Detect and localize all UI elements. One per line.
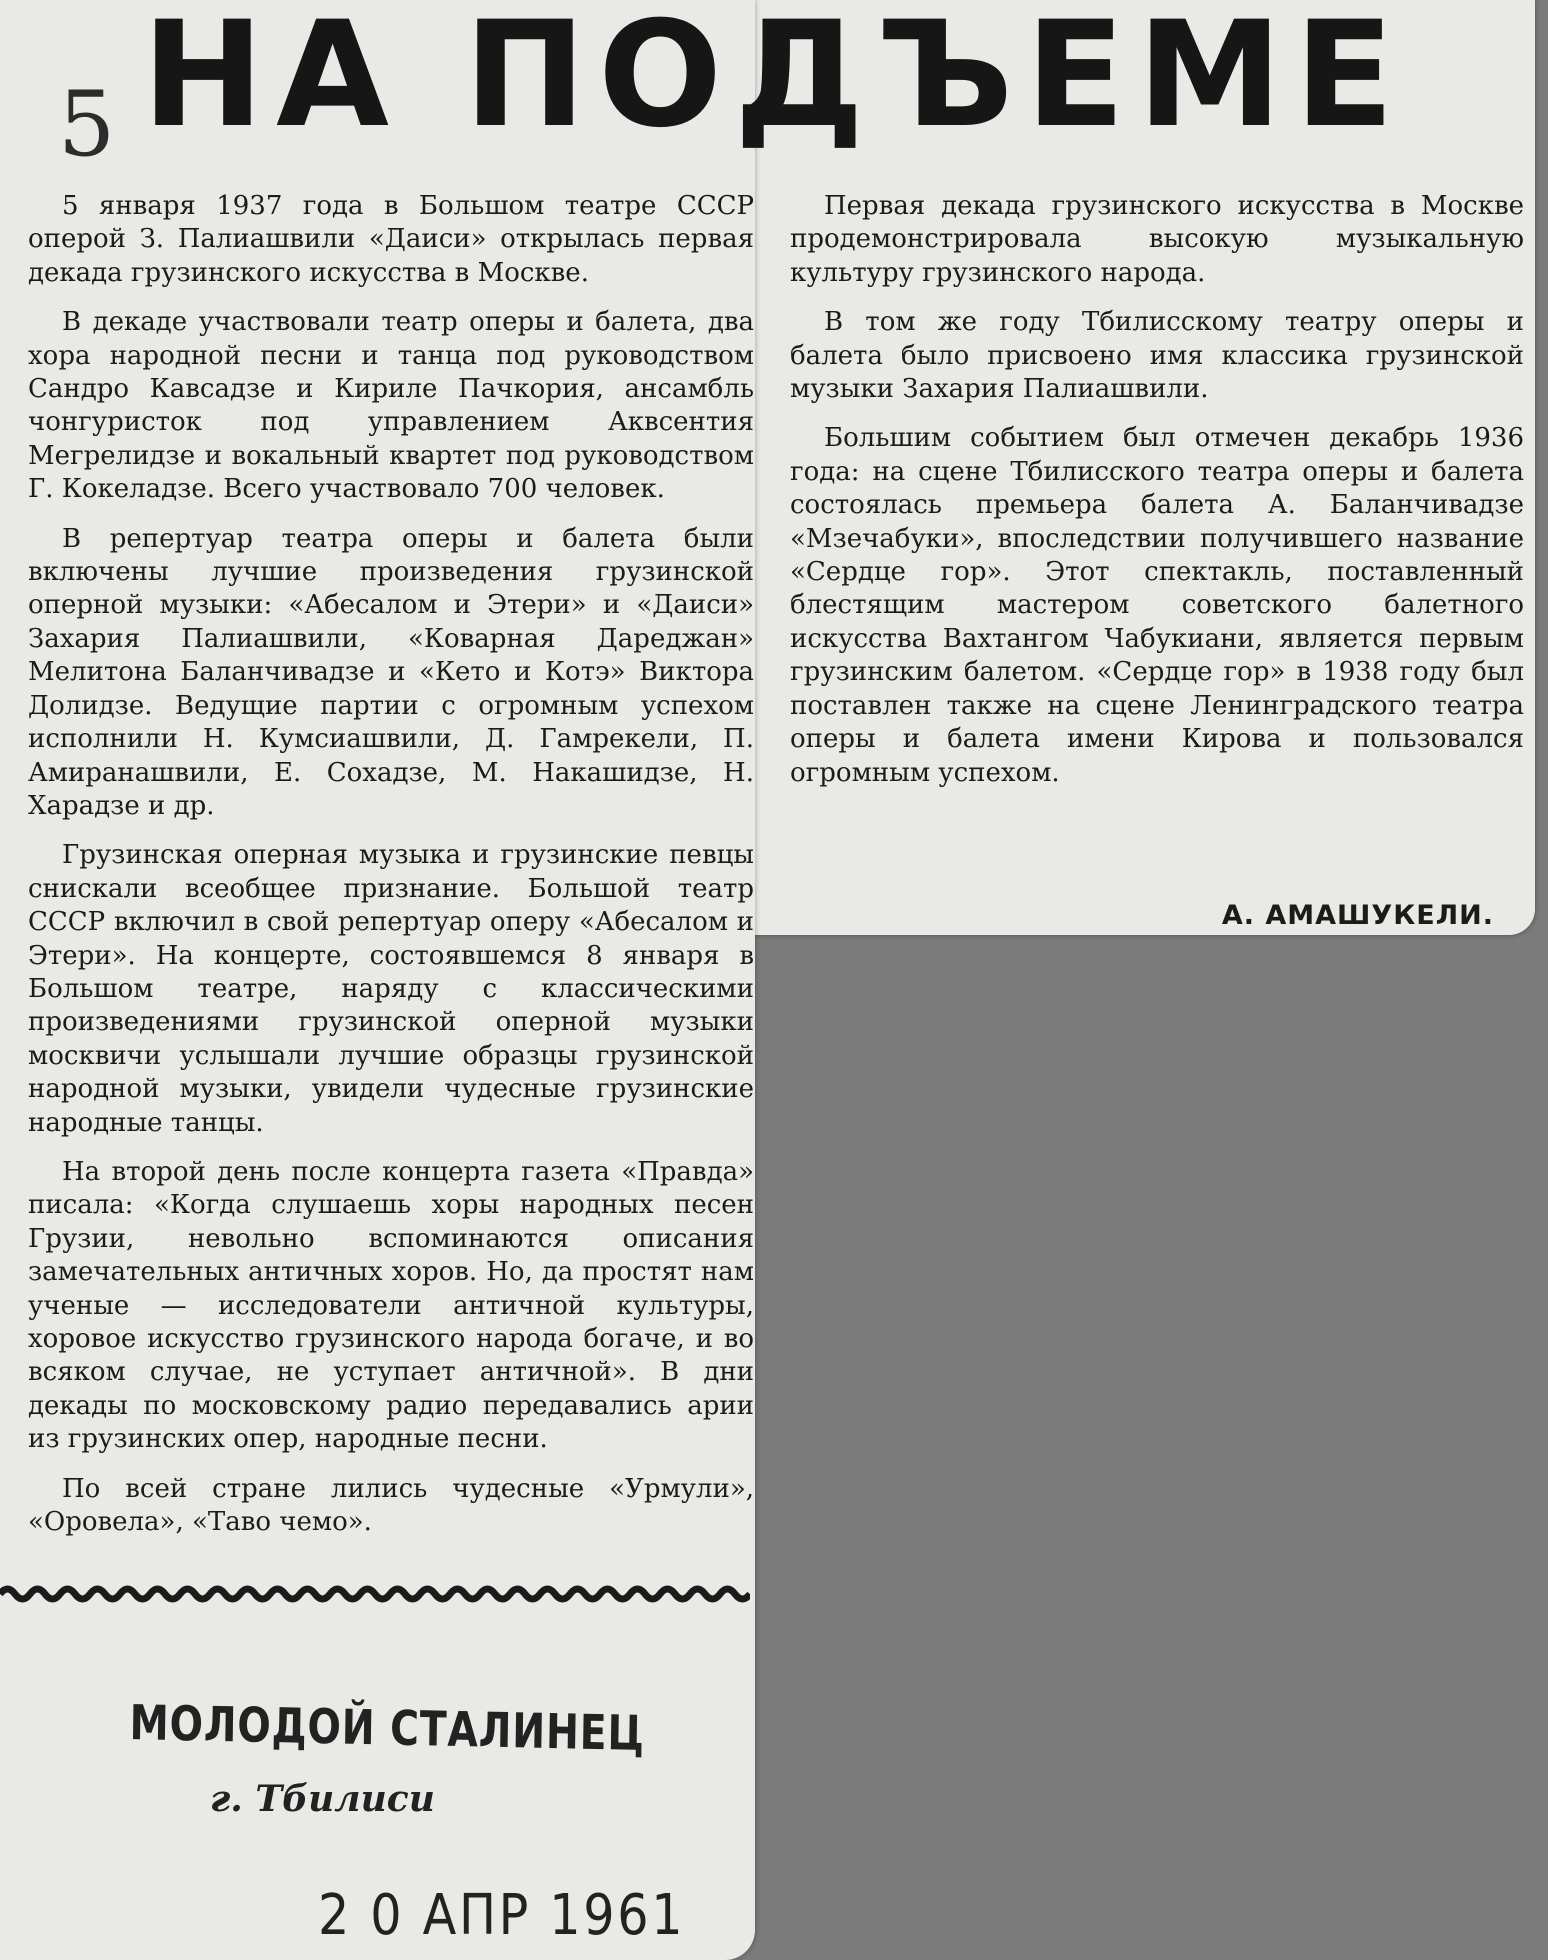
paragraph: В том же году Тбилисскому театру оперы и балета было присвоено имя классика грузинской музыки Захария Палиашвили. bbox=[790, 307, 1524, 405]
paragraph: Большим событием был отмечен декабрь 1936 года: на сцене Тбилисского театра оперы и балета состоялась премьера балета А. Баланчивадзе «Мзечабуки», впоследствии получившего название «Сердце гор». Этот спектакль, поставленный блестящим мастером советского балетного искусства Вахтангом Чабукиани, является первым грузинским балетом. «Сердце гор» в 1938 году был поставлен также на сцене Ленинградского театра оперы и балета имени Кирова и пользовался огромным успехом. bbox=[790, 423, 1524, 788]
left-column bbox=[28, 190, 754, 1555]
author-byline: А. АМАШУКЕЛИ. bbox=[1221, 900, 1494, 931]
handwritten-mark: 5 bbox=[58, 72, 116, 177]
paragraph: Первая декада грузинского искусства в Москве продемонстрировала высокую музыкальную культуру грузинского народа. bbox=[790, 191, 1524, 288]
paragraph: По всей стране лились чудесные «Урмули», «Оровела», «Таво чемо». bbox=[28, 1473, 754, 1538]
paragraph: В декаде участвовали театр оперы и балета, два хора народной песни и танца под руководством Сандро Кавсадзе и Кириле Пачкория, ансамбль чонгуристок под управлением Аквсентия Мегрелидзе и вокальный квартет под руководством Г. Кокеладзе. Всего участвовало 700 человек. bbox=[28, 307, 754, 505]
stamp-newspaper-title: МОЛОДОЙ СТАЛИНЕЦ bbox=[129, 1695, 646, 1762]
paragraph: В репертуар театра оперы и балета были включены лучшие произведения грузинской оперной музыки: «Абесалом и Этери» и «Даиси» Захария Палиашвили, «Коварная Дареджан» Мелитона Баланчивадзе и «Кето и Котэ» Виктора Долидзе. Ведущие партии с огромным успехом исполнили Н. Кумсиашвили, Д. Гамрекели, П. Амиранашвили, Е. Сохадзе, М. Накашидзе, Н. Харадзе и др. bbox=[28, 523, 754, 821]
headline: НА ПОДЪЕМЕ bbox=[141, 0, 1407, 160]
wave-divider bbox=[0, 1580, 750, 1608]
right-column bbox=[790, 190, 1524, 806]
stamp-date: 2 0 АПР 1961 bbox=[318, 1883, 686, 1948]
paragraph: На второй день после концерта газета «Правда» писала: «Когда слушаешь хоры народных песен Грузии, невольно вспоминаются описания замечательных античных хоров. Но, да простят нам ученые — исследователи античной культуры, хоровое искусство грузинского народа богаче, и во всяком случае, не уступает античной». В дни декады по московскому радио передавались арии из грузинских опер, народные песни. bbox=[28, 1156, 754, 1455]
paragraph: 5 января 1937 года в Большом театре СССР оперой З. Палиашвили «Даиси» открылась первая декада грузинского искусства в Москве. bbox=[28, 191, 754, 288]
paragraph: Грузинская оперная музыка и грузинские певцы снискали всеобщее признание. Большой театр СССР включил в свой репертуар оперу «Абесалом и Этери». На концерте, состоявшемся 8 января в Большом театре, наряду с классическими произведениями грузинской оперной музыки москвичи услышали лучшие образцы грузинской народной музыки, увидели чудесные грузинские народные танцы. bbox=[28, 840, 754, 1138]
stamp-city: г. Тбилиси bbox=[210, 1778, 435, 1820]
